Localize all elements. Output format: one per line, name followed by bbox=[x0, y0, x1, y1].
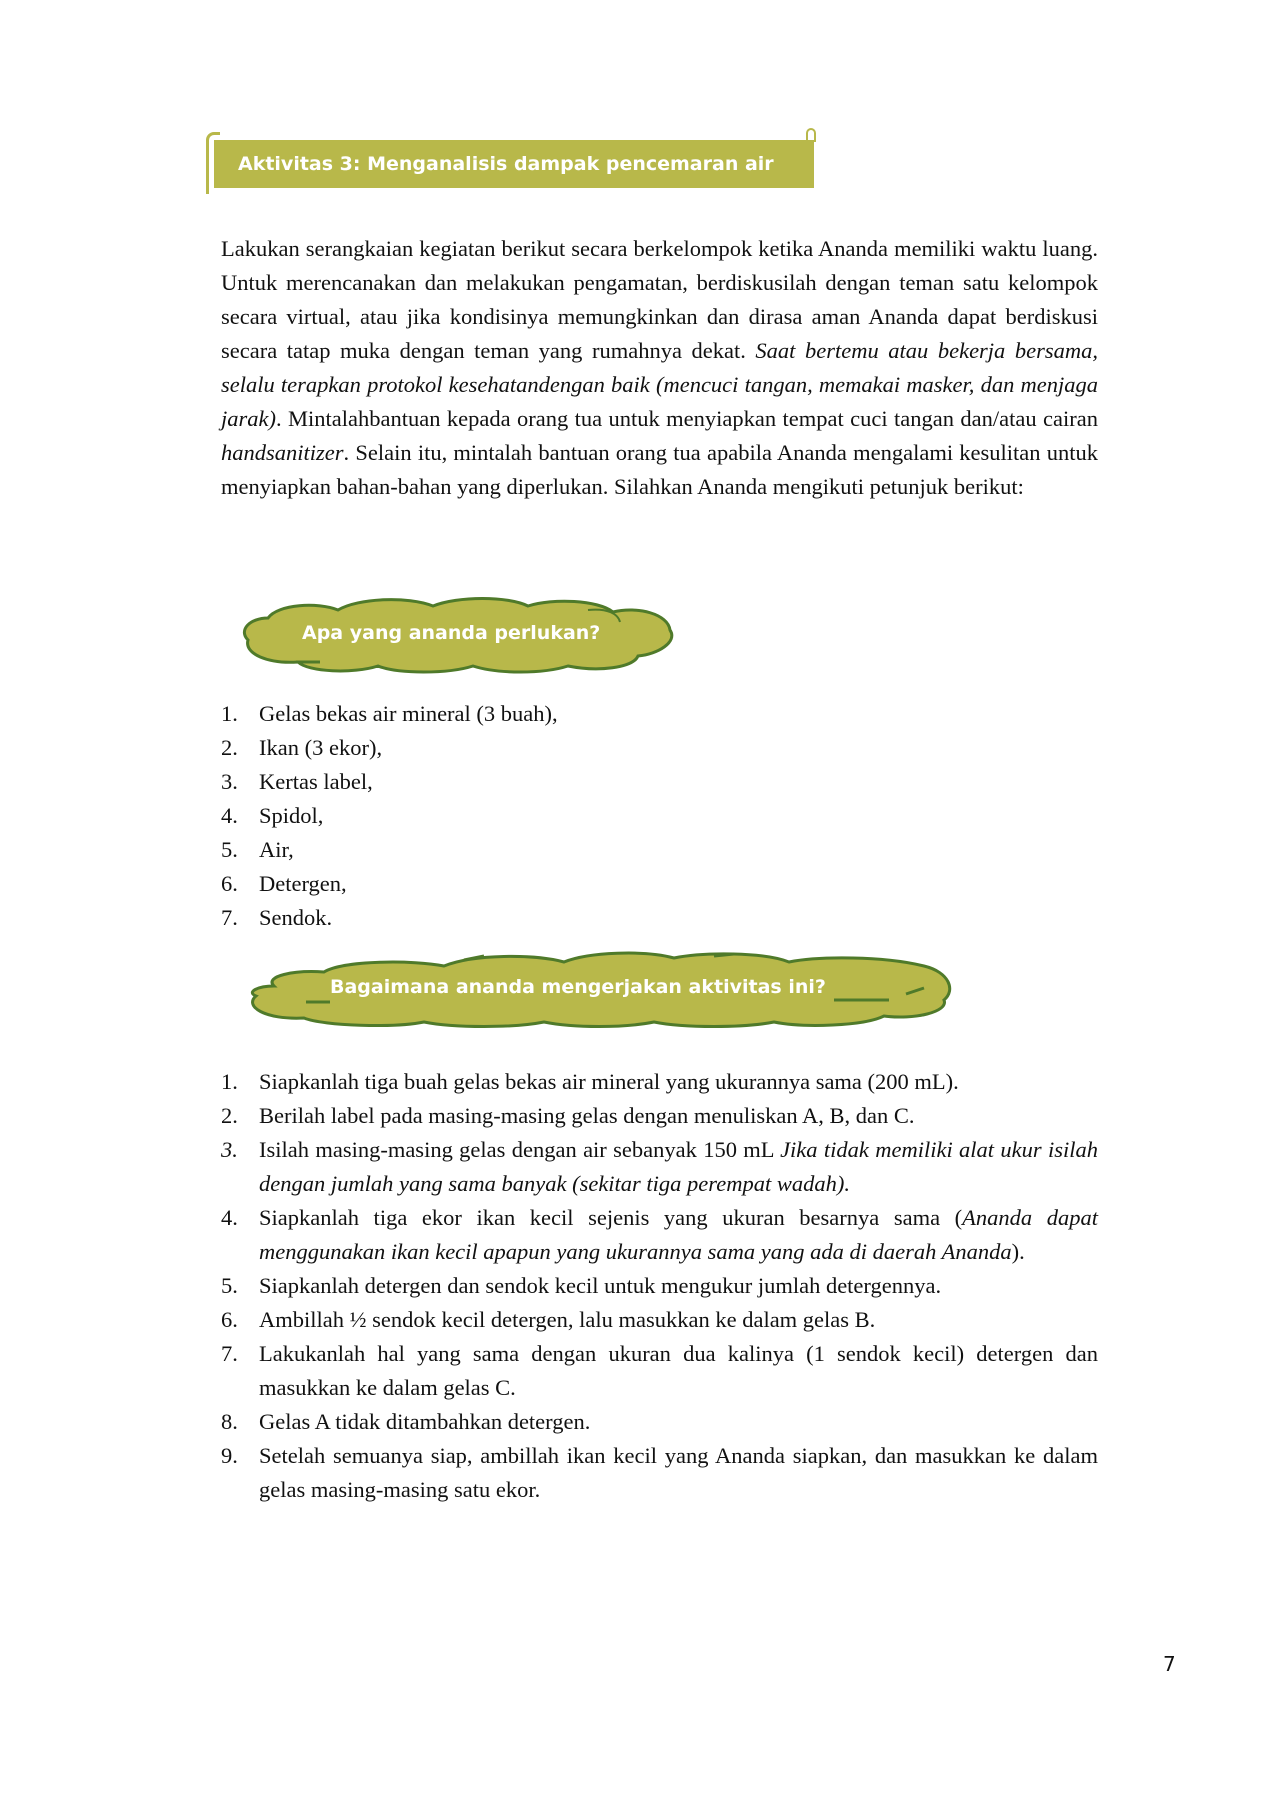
list-item: 9. Setelah semuanya siap, ambillah ikan kecil yang Ananda siapkan, dan masukkan ke dalam gelas masing-masing satu ekor. bbox=[221, 1443, 1098, 1502]
materials-list bbox=[221, 697, 1098, 935]
list-item: 5. Air, bbox=[221, 837, 294, 862]
intro-text-3: . Selain itu, mintalah bantuan orang tua apabila Ananda mengalami kesulitan untuk menyiapkan bahan-bahan yang diperlukan. Silahkan Ananda mengikuti petunjuk berikut: bbox=[221, 440, 1098, 499]
intro-text-2: . Mintalahbantuan kepada orang tua untuk menyiapkan tempat cuci tangan dan/atau cairan bbox=[276, 406, 1098, 431]
list-item: 4. Siapkanlah tiga ekor ikan kecil sejenis yang ukuran besarnya sama (Ananda dapat menggunakan ikan kecil apapun yang ukurannya sama yang ada di daerah Ananda). bbox=[221, 1205, 1099, 1264]
list-item: 6. Detergen, bbox=[221, 871, 347, 896]
intro-paragraph bbox=[221, 232, 1098, 504]
list-item: 3. Isilah masing-masing gelas dengan air sebanyak 150 mL Jika tidak memiliki alat ukur isilah dengan jumlah yang sama banyak (sekitar tiga perempat wadah). bbox=[221, 1137, 1098, 1196]
list-item: 4. Spidol, bbox=[221, 803, 324, 828]
steps-heading-cloud bbox=[244, 950, 954, 1028]
intro-italic-1: Saat bertemu atau bekerja bersama, selalu terapkan protokol kesehatandengan baik (mencuci tangan, memakai masker, dan menjaga jarak) bbox=[221, 338, 1098, 431]
list-item: 7. Lakukanlah hal yang sama dengan ukuran dua kalinya (1 sendok kecil) detergen dan masukkan ke dalam gelas C. bbox=[221, 1341, 1098, 1400]
list-item: 1. Gelas bekas air mineral (3 buah), bbox=[221, 701, 558, 726]
page-number: 7 bbox=[1163, 1652, 1176, 1676]
list-item: 2. Ikan (3 ekor), bbox=[221, 735, 383, 760]
materials-heading-cloud bbox=[238, 596, 678, 674]
activity-banner bbox=[214, 140, 814, 188]
list-item: 3. Kertas label, bbox=[221, 769, 373, 794]
list-item: 7. Sendok. bbox=[221, 905, 333, 930]
steps-heading: Bagaimana ananda mengerjakan aktivitas ini? bbox=[330, 976, 826, 998]
list-item: 6. Ambillah ½ sendok kecil detergen, lalu masukkan ke dalam gelas B. bbox=[221, 1307, 876, 1332]
list-item: 2. Berilah label pada masing-masing gelas dengan menuliskan A, B, dan C. bbox=[221, 1103, 915, 1128]
materials-heading: Apa yang ananda perlukan? bbox=[302, 622, 601, 644]
list-item: 1. Siapkanlah tiga buah gelas bekas air mineral yang ukurannya sama (200 mL). bbox=[221, 1069, 959, 1094]
list-item: 5. Siapkanlah detergen dan sendok kecil untuk mengukur jumlah detergennya. bbox=[221, 1273, 942, 1298]
list-item: 8. Gelas A tidak ditambahkan detergen. bbox=[221, 1409, 591, 1434]
intro-text-1: Lakukan serangkaian kegiatan berikut secara berkelompok ketika Ananda memiliki waktu luang. Untuk merencanakan dan melakukan pengamatan, berdiskusilah dengan teman satu kelompok secara virtual, atau jika kondisinya memungkinkan dan dirasa aman Ananda dapat berdiskusi secara tatap muka dengan teman yang rumahnya dekat. bbox=[221, 236, 1098, 363]
steps-list bbox=[221, 1065, 1098, 1507]
activity-title: Aktivitas 3: Menganalisis dampak pencemaran air bbox=[238, 153, 774, 175]
intro-italic-2: handsanitizer bbox=[221, 440, 344, 465]
